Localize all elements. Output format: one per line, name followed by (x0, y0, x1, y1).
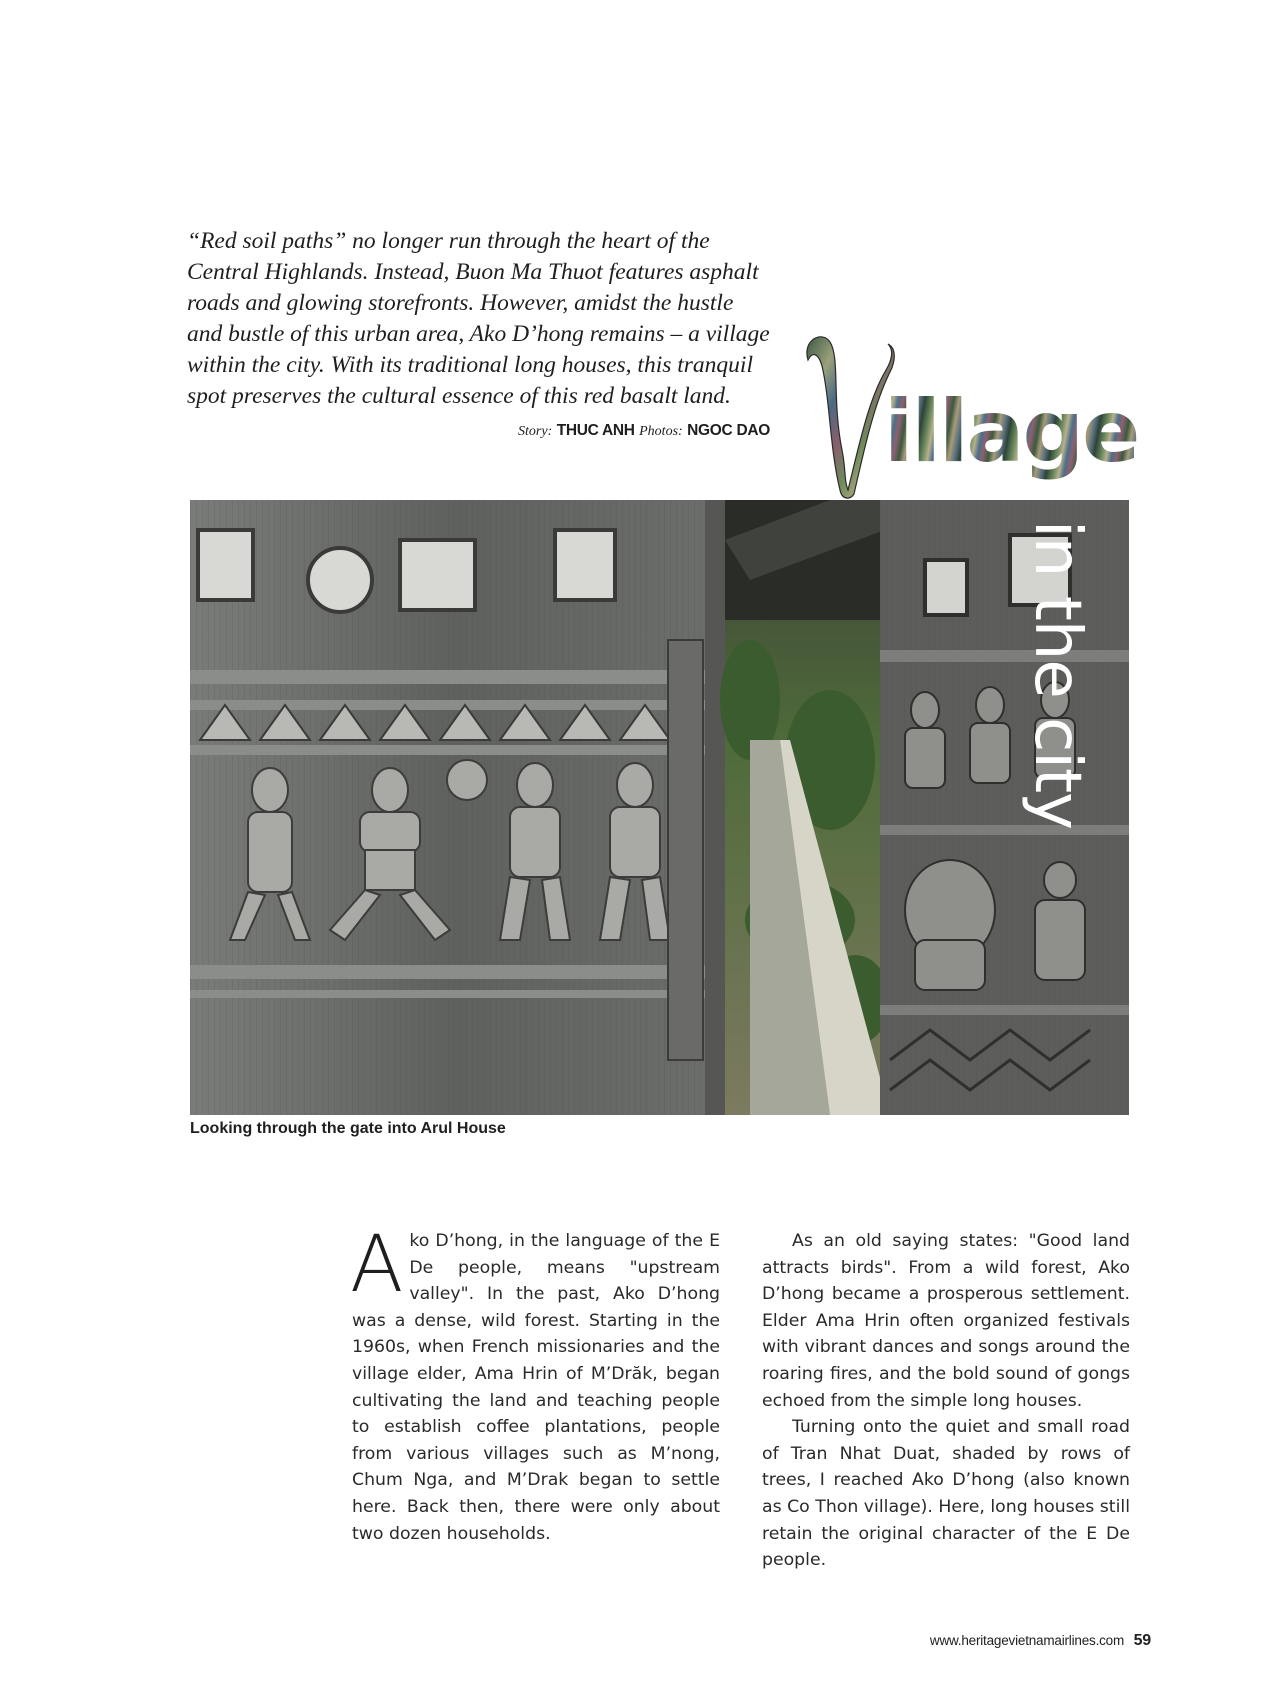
photo-caption: Looking through the gate into Arul House (190, 1120, 506, 1137)
title-word: illage (884, 382, 1139, 482)
body-column-right (762, 1228, 1130, 1574)
drop-cap: A (350, 1220, 404, 1310)
photos-author: NGOC DAO (687, 422, 770, 439)
title-first-letter (800, 330, 895, 500)
title-subtitle: in the city (1020, 520, 1094, 829)
body-column-left (350, 1220, 720, 1547)
byline (420, 422, 770, 440)
intro-paragraph: “Red soil paths” no longer run through the heart of the Central Highlands. Instead, Buon Ma Thuot features asphalt roads and glowing storefronts. However, amidst the hustle and bustle of this urban area, Ako D’hong remains – a village within the city. With its traditional long houses, this tranquil spot preserves the cultural essence of this red basalt land. (187, 228, 770, 409)
page-footer (930, 1632, 1151, 1650)
body-paragraph: ko D’hong, in the language of the E De people, means "upstream valley". In the past, Ako D’hong was a dense, wild forest. Starting in the 1960s, when French missionaries and the village elder, Ama Hrin of M’Drăk, began cultivating the land and teaching people to establish coffee plantations, people from various villages such as M’nong, Chum Nga, and M’Drak began to settle here. Back then, there were only about two dozen households. (352, 1231, 720, 1544)
website-url: www.heritagevietnamairlines.com (929, 1633, 1125, 1648)
body-paragraph: Turning onto the quiet and small road of Tran Nhat Duat, shaded by rows of trees, I reached Ako D’hong (also known as Co Thon village). Here, long houses still retain the original character of the E De people. (762, 1417, 1130, 1571)
story-author: THUC ANH (556, 422, 635, 439)
body-paragraph: As an old saying states: "Good land attracts birds". From a wild forest, Ako D’hong became a prosperous settlement. Elder Ama Hrin often organized festivals with vibrant dances and songs around the roaring fires, and the bold sound of gongs echoed from the simple long houses. (762, 1231, 1130, 1411)
page-number: 59 (1133, 1632, 1151, 1649)
photos-label: Photos: (639, 424, 683, 439)
gate-photo (190, 500, 1129, 1115)
story-label: Story: (518, 424, 553, 439)
